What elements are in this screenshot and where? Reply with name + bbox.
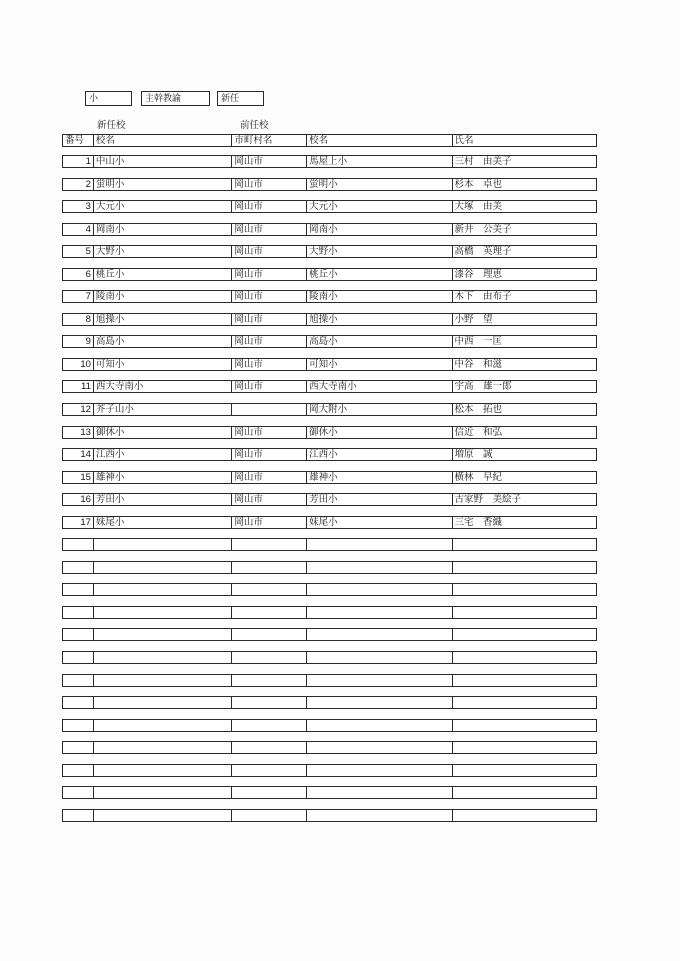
cell-new-school: 妹尾小 (94, 517, 232, 528)
table-row (62, 223, 597, 236)
cell-person-name (453, 697, 596, 708)
cell-city: 岡山市 (232, 179, 307, 190)
cell-new-school (94, 539, 232, 550)
cell-number: 9 (63, 336, 94, 347)
cell-person-name: 横林 早紀 (454, 471, 503, 483)
cell-new-school (94, 652, 232, 663)
table-row (62, 358, 597, 371)
table-body (62, 155, 597, 831)
cell-number: 1 (63, 156, 94, 167)
table-row (62, 268, 597, 281)
table-row (62, 493, 597, 506)
cell-city (232, 629, 307, 640)
cell-city (232, 562, 307, 573)
cell-number (63, 742, 94, 753)
cell-prev-school: 岡南小 (307, 224, 452, 235)
table-header (62, 134, 597, 157)
cell-number: 16 (63, 494, 94, 505)
table-row-empty (62, 741, 597, 754)
cell-prev-school: 大野小 (307, 246, 452, 257)
cell-new-school (94, 629, 232, 640)
cell-new-school: 芥子山小 (94, 404, 232, 415)
cell-prev-school (307, 720, 452, 731)
table-row (62, 426, 597, 439)
cell-prev-school (307, 539, 452, 550)
cell-number (63, 652, 94, 663)
cell-city: 岡山市 (232, 381, 307, 392)
table-row (62, 335, 597, 348)
cell-prev-school: 妹尾小 (307, 517, 452, 528)
cell-new-school: 大元小 (94, 201, 232, 212)
cell-prev-school (307, 765, 452, 776)
cell-person-name: 新井 公美子 (454, 223, 512, 235)
cell-person-name (453, 562, 596, 573)
cell-person-name (453, 652, 596, 663)
cell-person-name (453, 810, 596, 821)
cell-person-name: 増原 誠 (454, 449, 493, 461)
cell-city (232, 742, 307, 753)
cell-number (63, 629, 94, 640)
cell-prev-school (307, 584, 452, 595)
cell-city: 岡山市 (232, 156, 307, 167)
cell-new-school: 江西小 (94, 449, 232, 460)
cell-new-school (94, 584, 232, 595)
cell-city: 岡山市 (232, 291, 307, 302)
cell-new-school (94, 562, 232, 573)
table-header-row (62, 134, 597, 147)
cell-prev-school: 陵南小 (307, 291, 452, 302)
cell-number (63, 810, 94, 821)
table-row-empty (62, 786, 597, 799)
cell-city (232, 787, 307, 798)
header-prev-school-name: 校名 (307, 135, 452, 146)
cell-new-school: 可知小 (94, 359, 232, 370)
cell-new-school: 桃丘小 (94, 269, 232, 280)
cell-new-school: 雄神小 (94, 472, 232, 483)
cell-new-school (94, 787, 232, 798)
school-type-label: 小 (89, 93, 99, 103)
table-row-empty (62, 583, 597, 596)
cell-person-name (453, 787, 596, 798)
table-row-empty (62, 764, 597, 777)
cell-city: 岡山市 (232, 314, 307, 325)
cell-city (232, 539, 307, 550)
table-row (62, 290, 597, 303)
cell-number (63, 562, 94, 573)
cell-person-name: 杉本 卓也 (454, 178, 503, 190)
cell-prev-school: 桃丘小 (307, 269, 452, 280)
cell-city (232, 720, 307, 731)
cell-prev-school: 江西小 (307, 449, 452, 460)
table-row (62, 380, 597, 393)
cell-city (232, 810, 307, 821)
cell-person-name (453, 742, 596, 753)
cell-person-name: 松本 拓也 (454, 404, 503, 416)
table-row (62, 313, 597, 326)
cell-new-school: 中山小 (94, 156, 232, 167)
cell-number (63, 697, 94, 708)
cell-prev-school (307, 697, 452, 708)
table-row-empty (62, 628, 597, 641)
cell-person-name: 木下 由布子 (454, 291, 512, 303)
cell-number: 5 (63, 246, 94, 257)
cell-new-school (94, 720, 232, 731)
cell-prev-school (307, 787, 452, 798)
status-box (217, 91, 264, 106)
cell-number: 17 (63, 517, 94, 528)
table-row-empty (62, 561, 597, 574)
cell-new-school (94, 697, 232, 708)
cell-person-name (453, 539, 596, 550)
cell-city: 岡山市 (232, 246, 307, 257)
cell-number: 7 (63, 291, 94, 302)
cell-new-school: 大野小 (94, 246, 232, 257)
cell-prev-school (307, 562, 452, 573)
header-new-school-name: 校名 (94, 135, 232, 146)
table-row (62, 245, 597, 258)
cell-city: 岡山市 (232, 427, 307, 438)
table-row-empty (62, 674, 597, 687)
cell-city: 岡山市 (232, 269, 307, 280)
cell-person-name (453, 675, 596, 686)
cell-person-name: 三村 由美子 (454, 156, 512, 167)
table-row (62, 155, 597, 168)
table-row-empty (62, 719, 597, 732)
cell-city (232, 404, 307, 415)
previous-school-group-label: 前任校 (240, 120, 269, 131)
cell-number (63, 539, 94, 550)
cell-city (232, 652, 307, 663)
cell-city: 岡山市 (232, 359, 307, 370)
cell-prev-school: 御休小 (307, 427, 452, 438)
cell-number: 10 (63, 359, 94, 370)
cell-prev-school: 可知小 (307, 359, 452, 370)
cell-number (63, 675, 94, 686)
cell-new-school (94, 810, 232, 821)
cell-number (63, 787, 94, 798)
cell-prev-school (307, 742, 452, 753)
cell-person-name: 三宅 香織 (454, 516, 503, 528)
table-row-empty (62, 809, 597, 822)
cell-person-name: 信近 和弘 (454, 426, 503, 438)
cell-person-name: 大塚 由美 (454, 201, 503, 213)
cell-city (232, 675, 307, 686)
cell-city: 岡山市 (232, 494, 307, 505)
cell-new-school (94, 675, 232, 686)
new-school-group-label: 新任校 (97, 120, 126, 131)
header-city-name: 市町村名 (232, 135, 307, 146)
cell-number: 6 (63, 269, 94, 280)
table-row-empty (62, 606, 597, 619)
cell-prev-school: 旭操小 (307, 314, 452, 325)
cell-number (63, 765, 94, 776)
cell-city: 岡山市 (232, 517, 307, 528)
cell-prev-school: 大元小 (307, 201, 452, 212)
cell-prev-school: 馬屋上小 (307, 156, 452, 167)
cell-number: 12 (63, 404, 94, 415)
cell-new-school: 高島小 (94, 336, 232, 347)
cell-city: 岡山市 (232, 449, 307, 460)
cell-prev-school: 高島小 (307, 336, 452, 347)
table-row (62, 403, 597, 416)
cell-new-school (94, 765, 232, 776)
cell-person-name (453, 584, 596, 595)
cell-prev-school: 雄神小 (307, 472, 452, 483)
cell-number: 14 (63, 449, 94, 460)
cell-person-name: 漆谷 理恵 (454, 268, 503, 280)
cell-person-name: 古家野 美絵子 (454, 494, 522, 506)
cell-city: 岡山市 (232, 201, 307, 212)
cell-new-school: 陵南小 (94, 291, 232, 302)
cell-city (232, 607, 307, 618)
cell-city: 岡山市 (232, 336, 307, 347)
cell-prev-school: 芳田小 (307, 494, 452, 505)
cell-number: 2 (63, 179, 94, 190)
status-label: 新任 (221, 93, 240, 103)
cell-prev-school (307, 675, 452, 686)
cell-new-school (94, 742, 232, 753)
cell-prev-school (307, 629, 452, 640)
cell-person-name: 小野 望 (454, 313, 493, 325)
table-row (62, 516, 597, 529)
cell-number: 11 (63, 381, 94, 392)
position-box (141, 91, 210, 106)
table-row (62, 178, 597, 191)
cell-number: 3 (63, 201, 94, 212)
table-row (62, 200, 597, 213)
cell-new-school: 蛍明小 (94, 179, 232, 190)
table-row-empty (62, 696, 597, 709)
table-row-empty (62, 651, 597, 664)
cell-number: 8 (63, 314, 94, 325)
cell-new-school (94, 607, 232, 618)
cell-number (63, 720, 94, 731)
cell-number: 13 (63, 427, 94, 438)
cell-person-name: 中西 一匡 (454, 336, 503, 348)
table-row-empty (62, 538, 597, 551)
cell-number (63, 584, 94, 595)
cell-city: 岡山市 (232, 472, 307, 483)
school-type-box (85, 91, 132, 106)
cell-person-name: 宇高 雄一郎 (454, 381, 512, 393)
cell-person-name: 高橋 英理子 (454, 246, 512, 258)
table-row (62, 471, 597, 484)
cell-number: 4 (63, 224, 94, 235)
cell-new-school: 芳田小 (94, 494, 232, 505)
cell-number (63, 607, 94, 618)
cell-person-name (453, 765, 596, 776)
cell-city (232, 765, 307, 776)
cell-prev-school: 西大寺南小 (307, 381, 452, 392)
cell-prev-school: 岡大附小 (307, 404, 452, 415)
cell-new-school: 御休小 (94, 427, 232, 438)
table-row (62, 448, 597, 461)
cell-prev-school (307, 652, 452, 663)
cell-person-name: 中谷 和滋 (454, 358, 503, 370)
cell-person-name (453, 607, 596, 618)
cell-city: 岡山市 (232, 224, 307, 235)
header-number: 番号 (63, 135, 94, 146)
cell-prev-school (307, 810, 452, 821)
cell-new-school: 西大寺南小 (94, 381, 232, 392)
cell-person-name (453, 720, 596, 731)
cell-city (232, 697, 307, 708)
cell-new-school: 旭操小 (94, 314, 232, 325)
cell-number: 15 (63, 472, 94, 483)
cell-person-name (453, 629, 596, 640)
cell-prev-school: 蛍明小 (307, 179, 452, 190)
position-label: 主幹教諭 (145, 93, 182, 103)
cell-prev-school (307, 607, 452, 618)
header-person-name: 氏名 (454, 135, 474, 146)
cell-new-school: 岡南小 (94, 224, 232, 235)
cell-city (232, 584, 307, 595)
